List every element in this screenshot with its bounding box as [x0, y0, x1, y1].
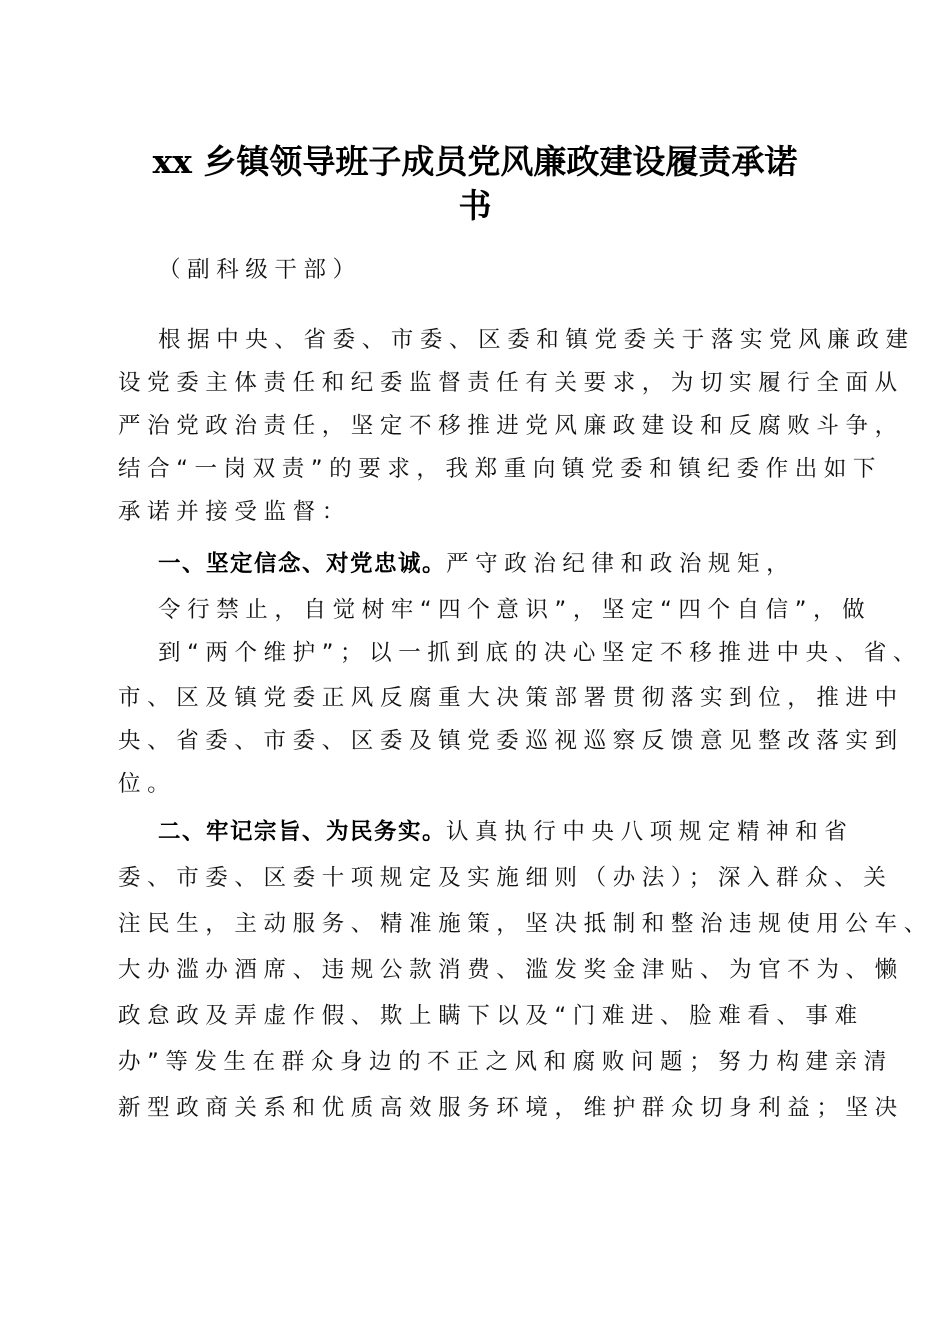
document-title-line1: xx 乡镇领导班子成员党风廉政建设履责承诺 — [152, 142, 798, 181]
intro-line: 设党委主体责任和纪委监督责任有关要求，为切实履行全面从 — [118, 370, 904, 396]
section1-line: 市、区及镇党委正风反腐重大决策部署贯彻落实到位，推进中 — [118, 685, 904, 711]
section1-line: 央、省委、市委、区委及镇党委巡视巡察反馈意见整改落实到 — [118, 728, 904, 754]
section1-line: 到“两个维护”；以一抓到底的决心坚定不移推进中央、省、 — [158, 640, 923, 666]
section2-line: 注民生，主动服务、精准施策，坚决抵制和整治违规使用公车、 — [118, 911, 933, 937]
section2-first-line — [158, 817, 853, 847]
section2-line: 政怠政及弄虚作假、欺上瞒下以及“门难进、脸难看、事难 — [118, 1003, 864, 1029]
document-subtitle: （副科级干部） — [158, 257, 362, 283]
section2-line: 新型政商关系和优质高效服务环境，维护群众切身利益；坚决 — [118, 1095, 904, 1121]
section2-first-line-text: 认真执行中央八项规定精神和省 — [446, 819, 854, 845]
section1-line: 位。 — [118, 771, 177, 797]
intro-line: 承诺并接受监督： — [118, 499, 351, 525]
section1-first-line-text: 严守政治纪律和政治规矩， — [446, 551, 796, 577]
section1-heading: 一、坚定信念、对党忠诚。 — [158, 551, 447, 577]
section2-line: 大办滥办酒席、违规公款消费、滥发奖金津贴、为官不为、懒 — [118, 957, 904, 983]
intro-line: 根据中央、省委、市委、区委和镇党委关于落实党风廉政建 — [158, 327, 915, 353]
document-title-line2: 书 — [458, 186, 492, 225]
section1-first-line — [158, 549, 795, 579]
intro-line: 严治党政治责任，坚定不移推进党风廉政建设和反腐败斗争， — [118, 413, 904, 439]
section2-heading: 二、牢记宗旨、为民务实。 — [158, 819, 447, 845]
section1-line: 令行禁止，自觉树牢“四个意识”，坚定“四个自信”，做 — [158, 597, 872, 623]
section2-line: 办”等发生在群众身边的不正之风和腐败问题；努力构建亲清 — [118, 1049, 893, 1075]
section2-line: 委、市委、区委十项规定及实施细则（办法）；深入群众、关 — [118, 865, 893, 891]
intro-line: 结合“一岗双责”的要求，我郑重向镇党委和镇纪委作出如下 — [118, 456, 883, 482]
